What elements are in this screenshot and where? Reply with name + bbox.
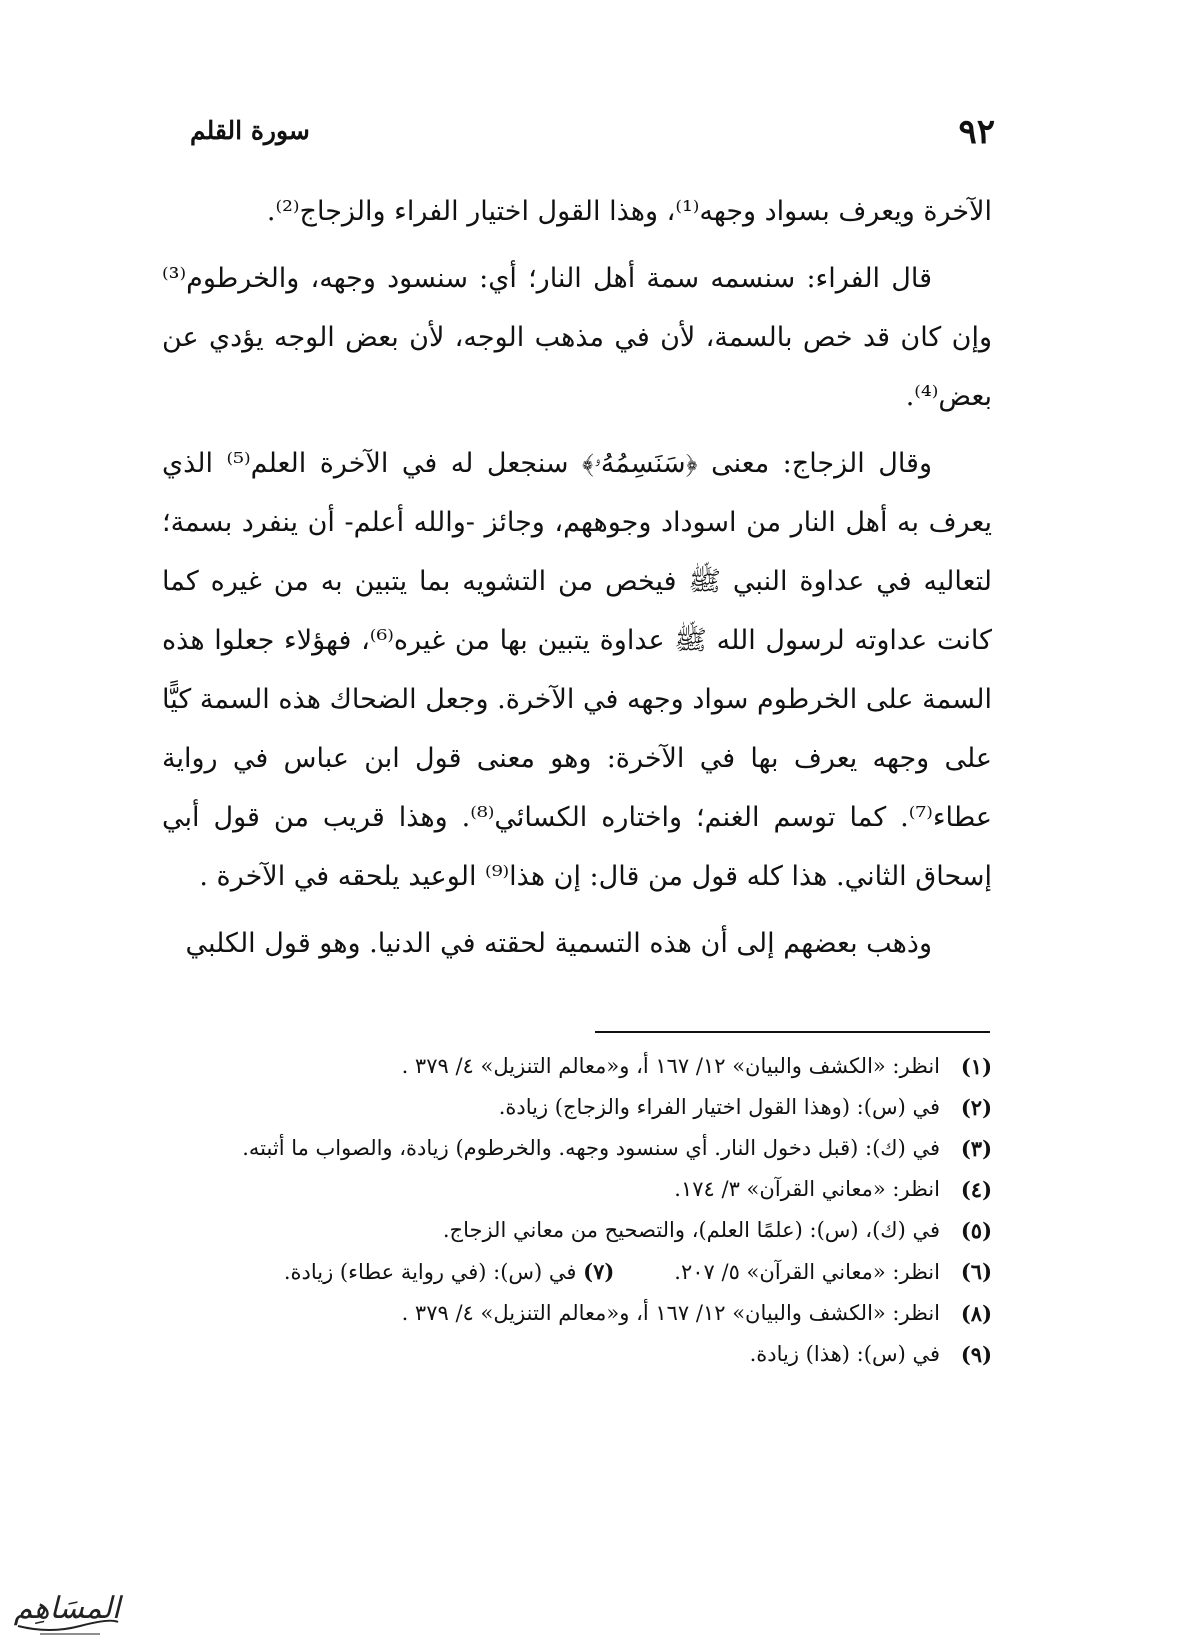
footnote <box>160 1046 992 1087</box>
footnote-number: (٨) <box>960 1301 992 1326</box>
logo-calligraphy: المسَاهِم <box>13 1591 121 1626</box>
footnote-text-part: في (س): (في رواية عطاء) زيادة. <box>283 1260 577 1284</box>
footnote-text-part: انظر: «معاني القرآن» ٥/ ٢٠٧. <box>674 1260 940 1284</box>
footnote-number: (٤) <box>960 1177 992 1202</box>
footnote-divider <box>595 1031 990 1033</box>
footnote <box>160 1087 992 1128</box>
footnotes <box>160 1046 992 1375</box>
footnote-text: انظر: «الكشف والبيان» ١٢/ ١٦٧ أ، و«معالم التنزيل» ٤/ ٣٧٩ . <box>401 1054 940 1078</box>
footnote-text: انظر: «معاني القرآن» ٣/ ١٧٤. <box>674 1177 940 1201</box>
footnote-text: في (ك)، (س): (علمًا العلم)، والتصحيح من معاني الزجاج. <box>442 1218 940 1242</box>
footnote-text: انظر: «الكشف والبيان» ١٢/ ١٦٧ أ، و«معالم التنزيل» ٤/ ٣٧٩ . <box>401 1301 940 1325</box>
footnote-text: في (س): (هذا) زيادة. <box>749 1342 940 1366</box>
main-text <box>162 182 992 973</box>
footnote <box>160 1210 992 1251</box>
footnote-number: (١) <box>960 1054 992 1079</box>
footnote-number: (٣) <box>960 1136 992 1161</box>
paragraph: الآخرة ويعرف بسواد وجهه⁽¹⁾، وهذا القول اختيار الفراء والزجاج⁽²⁾. <box>266 196 992 227</box>
footnote <box>160 1334 992 1375</box>
paragraph: وذهب بعضهم إلى أن هذه التسمية لحقته في الدنيا. وهو قول الكلبي <box>185 928 932 959</box>
footnote-number: (٥) <box>960 1218 992 1243</box>
footnote-text: في (س): (وهذا القول اختيار الفراء والزجاج) زيادة. <box>498 1095 940 1119</box>
footnote-number: (٦) <box>960 1259 992 1284</box>
footnote <box>160 1293 992 1334</box>
footnote-text <box>160 1251 940 1293</box>
page-number: ٩٢ <box>958 112 995 152</box>
footnote-number: (٩) <box>960 1342 992 1367</box>
paragraph: قال الفراء: سنسمه سمة أهل النار؛ أي: سنسود وجهه، والخرطوم⁽³⁾ وإن كان قد خص بالسمة، لأن في مذهب الوجه، لأن بعض الوجه يؤدي عن بعض⁽⁴⁾. <box>162 263 992 412</box>
footnote-number: (٢) <box>960 1095 992 1120</box>
paragraph: وقال الزجاج: معنى ﴿سَنَسِمُهُۥ﴾ سنجعل له في الآخرة العلم⁽⁵⁾ الذي يعرف به أهل النار من اسوداد وجوههم، وجائز -والله أعلم- أن ينفرد بسمة؛ لتعاليه في عداوة النبي ﷺ فيخص من التشويه بما يتبين به من غيره كما كانت عداوته لرسول الله ﷺ عداوة يتبين بها من غيره⁽⁶⁾، فهؤلاء جعلوا هذه السمة على الخرطوم سواد وجهه في الآخرة. وجعل الضحاك هذه السمة كيًّا على وجهه يعرف بها في الآخرة: وهو معنى قول ابن عباس في رواية عطاء⁽⁷⁾. كما توسم الغنم؛ واختاره الكسائي⁽⁸⁾. وهذا قريب من قول أبي إسحاق الثاني. هذا كله قول من قال: إن هذا⁽⁹⁾ الوعيد يلحقه في الآخرة . <box>162 448 993 892</box>
footnote <box>160 1169 992 1210</box>
footnote-number: (٧) <box>583 1259 615 1284</box>
publisher-logo-icon <box>10 1582 125 1642</box>
footnote-text: في (ك): (قبل دخول النار. أي سنسود وجهه. والخرطوم) زيادة، والصواب ما أثبته. <box>242 1136 940 1160</box>
page-header <box>190 112 995 162</box>
running-title: سورة القلم <box>190 116 310 145</box>
footnote <box>160 1128 992 1169</box>
footnote <box>160 1251 992 1293</box>
